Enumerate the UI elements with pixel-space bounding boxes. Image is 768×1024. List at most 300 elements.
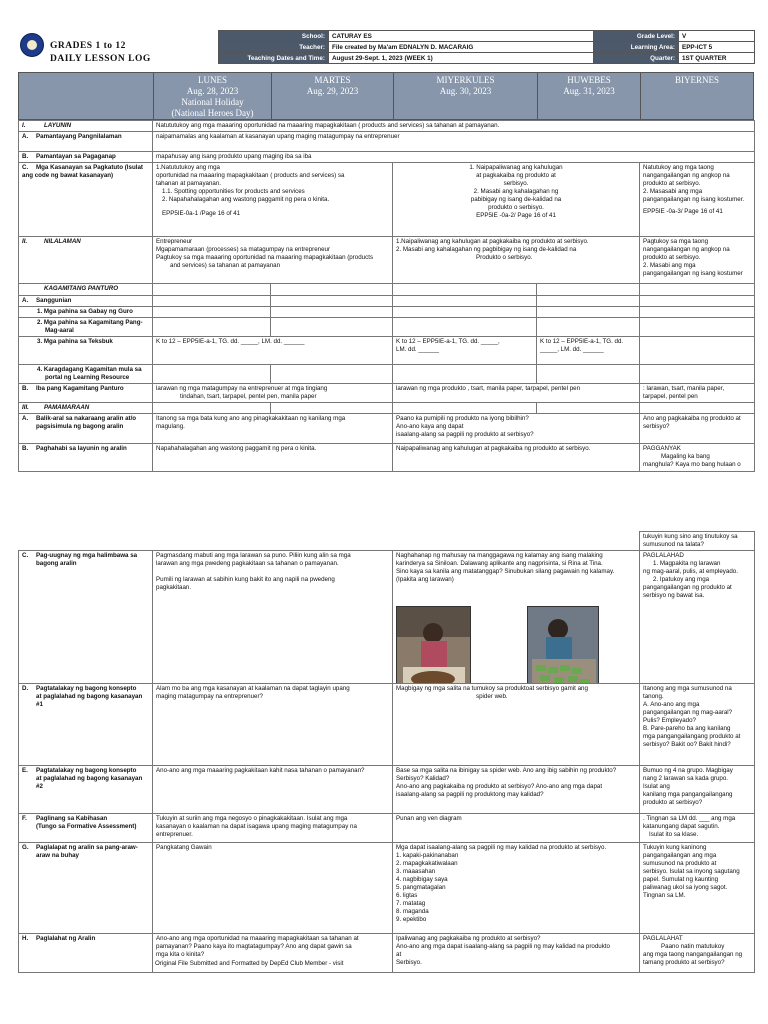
text-line: Natutukoy ang mga taong [643, 164, 714, 171]
cell-text [153, 384, 393, 403]
text-line: B. Pare-pareho ba ang kanilang [643, 725, 731, 732]
text-line: paliwanag ukol sa iyong sagot. [643, 884, 728, 891]
text-line: Serbisyo? Kalidad? [396, 775, 450, 782]
cell-text: Ano-ano ang mga maaaring pagkakitaan kahit nasa tahanan o pamayanan? [153, 766, 393, 814]
row-letter: C. [22, 552, 29, 559]
section-label [19, 237, 153, 284]
text-line: kanilang mga pangangailangang [643, 791, 733, 798]
text-line: Tingnan sa LM. [643, 892, 686, 899]
text-line: serbisyo. Isulat sa inyong sagutang [643, 868, 740, 875]
row-label [19, 365, 153, 384]
text-line: Alam mo ba ang mga kasanayan at kaalaman na dapat taglayin upang [156, 685, 350, 692]
section-number: III. [22, 404, 29, 411]
text-line: Magaling ka bang [661, 453, 710, 460]
text-line: 1.1. Spotting opportunities for products and services [162, 188, 305, 195]
text-line: isaalang-alang sa pagpili ng produktong may kalidad? [396, 791, 544, 798]
text-line: nangangailangan ng angkop na [643, 246, 730, 253]
text-line: PAGGANYAK [643, 445, 681, 452]
text-line: pangangailangan ng isang kostumer [643, 270, 743, 277]
text-line: portal ng Learning Resource [45, 374, 130, 381]
text-line: 2. Napahahalagahan ang wastong paggamit ng pera o kinita. [162, 196, 330, 203]
empty-cell [393, 296, 537, 307]
text-line: 2. Mga pahina sa Kagamitang Pang- [37, 319, 143, 326]
text-line: ang mga taong nangangailangan ng [643, 951, 743, 958]
dates-value: August 29-Sept. 1, 2023 (WEEK 1) [329, 53, 594, 64]
text-line: nangangailangan ng angkop na [643, 172, 730, 179]
table-row [19, 403, 755, 414]
table-row [19, 163, 755, 237]
row-label [19, 684, 153, 766]
row-title: araw na buhay [36, 852, 79, 859]
kalamay-photo-1-image [397, 607, 470, 684]
day-thursday [537, 73, 640, 119]
day-wednesday [393, 73, 537, 119]
day-date: Aug. 29, 2023 [306, 86, 359, 96]
text-line: pangangailangan ng produkto at [643, 584, 732, 591]
day-date: Aug. 30, 2023 [439, 86, 492, 96]
layunin-text: Natututukoy ang mga maaaring oportunidad na maaaring mapagkakitaan ( products and services) sa tahanan at pamayanan. [153, 121, 755, 132]
text-line: pangangailangan ng mag-aaral? [643, 709, 733, 716]
text-line: 1.Naipaliwanag ang kahulugan at pagkakaiba ng produkto at serbisyo. [396, 238, 589, 245]
row-letter: A. [22, 297, 29, 304]
text-line: tamang produkto at serbisyo? [643, 959, 725, 966]
empty-cell [153, 403, 271, 414]
cell-text [640, 414, 755, 444]
empty-cell [271, 318, 393, 337]
row-title: #2 [36, 783, 43, 790]
text-line: Pagtukoy sa mga maaaring oportunidad na maaaring mapagkakitaan (products [156, 254, 374, 261]
header-info-table [218, 30, 755, 64]
cell-text: Naipapaliwanag ang kahulugan at pagkakaiba ng produkto at serbisyo. [393, 444, 640, 472]
row-label [19, 384, 153, 403]
text-line: Isulat ang [643, 783, 670, 790]
grade-label: Grade Level: [594, 31, 679, 42]
cell-text [393, 237, 640, 284]
row-letter: E. [22, 767, 28, 774]
table-row [19, 766, 755, 814]
cell-text [640, 814, 755, 843]
text-line: mga pangangailangang produkto at [643, 733, 741, 740]
quarter-label: Quarter: [594, 53, 679, 64]
area-value: EPP-ICT 5 [679, 42, 755, 53]
list-item-text: epektibo [402, 916, 427, 923]
text-line: A. Ano-ano ang mga [643, 701, 700, 708]
section-label [19, 403, 153, 414]
text-line: 2. Ipatukoy ang mga [653, 576, 710, 583]
text-line: and services) sa tahanan at pamayanan [170, 262, 281, 269]
cell-text [640, 551, 755, 684]
text-line: Paano ka pumipili ng produkto na iyong bibilhin? [396, 415, 529, 422]
text-line: Itanong sa mga bata kung ano ang pinagkakakitaan ng kanilang mga [156, 415, 346, 422]
text-line: sumusunod na talata? [643, 541, 704, 548]
text-line: katanungang dapat sagutin. [643, 823, 720, 830]
text-line: serbisyo? [643, 423, 670, 430]
table-row [19, 384, 755, 403]
text-line: PAGLALAHAD [643, 552, 684, 559]
cell-text [393, 766, 640, 814]
empty-cell [271, 284, 393, 296]
section-title: PAMAMARAAN [44, 404, 90, 411]
empty-cell [537, 307, 640, 318]
text-line: : larawan, tsart, manila paper, [643, 385, 725, 392]
text-line: at [396, 951, 402, 958]
dll-title [50, 40, 151, 66]
text-line: 4. Karagdagang Kagamitan mula sa [37, 366, 142, 373]
row-letter: B. [22, 153, 29, 160]
text-line: Pagmasdang mabuti ang mga larawan sa puno. Piliin kung alin sa mga [156, 552, 351, 559]
cell-text: larawan ng mga produkto , tsart, manila paper, tarpapel, pentel pen [393, 384, 640, 403]
teacher-label: Teacher: [219, 42, 329, 53]
text-line: _____, LM. dd. ______ [540, 346, 604, 353]
cell-text [393, 163, 640, 237]
area-label: Learning Area: [594, 42, 679, 53]
text-line: . Tingnan sa LM dd. ___ ang mga [643, 815, 736, 822]
table-row [19, 307, 755, 318]
text-line: serbisyo ng bawat isa. [643, 592, 705, 599]
section-number: II. [22, 238, 28, 245]
empty-cell [537, 365, 640, 384]
cell-text [640, 163, 755, 237]
cell-text: K to 12 – EPP5IE-a-1, TG. dd. _____, LM. dd. ______ [153, 337, 393, 365]
text-line: Pagtukoy sa mga taong [643, 238, 709, 245]
school-value: CATURAY ES [329, 31, 594, 42]
text-line: serbisyo. [503, 180, 529, 187]
day-name: MARTES [314, 75, 351, 85]
text-line: pangangailangan ang mga [643, 852, 717, 859]
cell-text [640, 934, 755, 973]
row-label: 3. Mga pahina sa Teksbuk [19, 337, 153, 365]
list-item-text: nagbibigay saya [402, 876, 448, 883]
empty-cell [537, 284, 640, 296]
cell-text: Pangkatang Gawain [153, 843, 393, 934]
section-label [19, 121, 153, 132]
text-line: EPP5IE-0a-1 /Page 16 of 41 [162, 210, 241, 217]
row-letter: C. [22, 164, 29, 171]
row-letter: G. [22, 844, 29, 851]
text-line: EPP5IE -0a-3/ Page 16 of 41 [643, 208, 723, 215]
row-title: Paghahabi sa layunin ng aralin [36, 445, 127, 452]
day-note: National Holiday [181, 97, 244, 107]
text-line: tindahan, tsart, tarpapel, pentel pen, manila paper [180, 393, 317, 400]
day-note: (National Heroes Day) [171, 108, 254, 118]
text-line: Serbisyo. [396, 959, 422, 966]
text-line: (Ipakita ang larawan) [396, 576, 454, 583]
grade-value: V [679, 31, 755, 42]
text-line: isaalang-alang sa pagpili ng produkto at serbisyo? [396, 431, 534, 438]
text-line: Mag-aaral [45, 327, 74, 334]
row-title: at paglalahad ng bagong kasanayan [36, 775, 143, 782]
list-item: 5. pangmatagalan [396, 884, 446, 891]
row-label [19, 843, 153, 934]
text-line: Pulis? Empleyado? [643, 717, 696, 724]
empty-cell [271, 307, 393, 318]
empty-cell [153, 284, 271, 296]
row-title: bagong aralin [36, 560, 77, 567]
text-line: papel. Sumulat ng kaunting [643, 876, 719, 883]
cell-text [153, 163, 393, 237]
row-letter: B. [22, 445, 29, 452]
empty-cell [271, 365, 393, 384]
row-title: Paglalapat ng aralin sa pang-araw- [36, 844, 138, 851]
text-line: 2. Masabi ang kahalagahan ng pagbibigay ng isang de-kalidad na [396, 246, 577, 253]
text-line: Ipaliwanag ang pagkakaiba ng produkto at serbisyo? [396, 935, 541, 942]
list-item: 9. epektibo [396, 916, 427, 923]
row-letter: D. [22, 685, 29, 692]
list-item: 3. maaasahan [396, 868, 436, 875]
empty-cell [537, 296, 640, 307]
cell-text: Napahahalagahan ang wastong paggamit ng pera o kinita. [153, 444, 393, 472]
row-letter: F. [22, 815, 27, 822]
row-title: Pamantayang Pangnilalaman [36, 133, 122, 140]
cell-text [640, 766, 755, 814]
table-row [19, 365, 755, 384]
day-monday [153, 73, 271, 119]
list-item-text: maganda [402, 908, 429, 915]
text-line: Pumili ng larawan at sabihin kung bakit ito ang napili na pwedeng [156, 576, 335, 583]
table-row [19, 444, 755, 472]
text-line: ng mag-aaral, pulis, at empleyado. [643, 568, 738, 575]
text-line: pabibigay ng isang de-kalidad na [470, 196, 562, 203]
text-line: pagkakitaan. [156, 584, 192, 591]
cell-text [537, 337, 640, 365]
table-row [19, 318, 755, 337]
text-line: Ano-ano ang mga oportunidad na maaaring mapagkakitaan sa tahanan at [156, 935, 359, 942]
cell-text [640, 237, 755, 284]
day-name: BIYERNES [674, 75, 719, 85]
section-title: LAYUNIN [44, 122, 72, 129]
cell-text [640, 444, 755, 472]
text-line: larawan ng mga matagumpay na entreprenuer at mga tingiang [156, 385, 328, 392]
teacher-value: File created by Ma'am EDNALYN D. MACARAIG [329, 42, 594, 53]
text-line: pamayanan? Paano kaya ito magtatagumpay? Ano ang dapat gawin sa [156, 943, 352, 950]
list-item-text: kapaki-pakinanaban [402, 852, 459, 859]
empty-cell [537, 318, 640, 337]
row-title: (Tungo sa Formative Assessment) [36, 823, 137, 830]
empty-cell [640, 403, 755, 414]
text-line: karinderya sa Siniloan. Dalawang aplikante ang nagprisinta, si Rina at Tina. [396, 560, 603, 567]
list-item: 1. kapaki-pakinanaban [396, 852, 459, 859]
table-row [19, 843, 755, 934]
list-item: 2. mapagkakatiwalaan [396, 860, 458, 867]
text-line: Ano-ano ang mga dapat isaalang-alang sa pagpili ng may kalidad na produkto [396, 943, 610, 950]
text-line: at pagkakaiba ng produkto at [476, 172, 556, 179]
row-label [19, 152, 153, 163]
text-line: maging matagumpay na entreprenuer? [156, 693, 263, 700]
list-item: 6. ligtas [396, 892, 418, 899]
row-title: at paglalahad ng bagong kasanayan [36, 693, 143, 700]
empty-cell [640, 307, 755, 318]
table-row [19, 296, 755, 307]
text-line: kasanayan o kaalaman na dapat isagawa upang maging matagumpay na [156, 823, 357, 830]
text-line: manghula? Kaya mo bang hulaan o [643, 461, 741, 468]
text-line: produkto at serbisyo? [643, 799, 703, 806]
text-line: produkto at serbisyo. [643, 180, 701, 187]
table-row [19, 814, 755, 843]
row-title: Mga Kasanayan sa Pagkatuto (Isulat ang code ng bawat kasanayan) [22, 164, 143, 179]
row-title: Pag-uugnay ng mga halimbawa sa [36, 552, 138, 559]
text-line: Mgapamamaraan (processes) sa matagumpay na entrepreneur [156, 246, 331, 253]
dates-label: Teaching Dates and Time: [219, 53, 329, 64]
row-letter: H. [22, 935, 29, 942]
text-line: EPP5IE -0a-2/ Page 16 of 41 [476, 212, 556, 219]
row-title: Paglalahat ng Aralin [36, 935, 96, 942]
day-friday [640, 73, 753, 119]
text-line: tahanan at pamayanan. [156, 180, 222, 187]
text-line: Tukuyin kung kaninong [643, 844, 707, 851]
title-line-1: GRADES 1 to 12 [50, 41, 126, 51]
school-label: School: [219, 31, 329, 42]
empty-cell [271, 296, 393, 307]
cell-text [393, 684, 640, 766]
text-line: Paano natin matutukoy [661, 943, 725, 950]
text-line: mga kita o kinita? [156, 951, 205, 958]
table-row [19, 934, 755, 973]
text-line: Ano-ano ang pagkakaiba ng produkto at serbisyo? Ano-ano ang mga dapat [396, 783, 603, 790]
row-title: Pagtatalakay ng bagong konsepto [36, 685, 137, 692]
row-label [19, 814, 153, 843]
row-title: Sanggunian [36, 297, 72, 304]
list-item-text: ligtas [402, 892, 418, 899]
text-line: magulang. [156, 423, 185, 430]
text-line: produkto at serbisyo. [643, 254, 701, 261]
day-date: Aug. 28, 2023 [186, 86, 239, 96]
empty-cell [393, 307, 537, 318]
empty-cell [153, 307, 271, 318]
day-date: Aug. 31, 2023 [563, 86, 615, 96]
row-title: pagsisimula ng bagong aralin [36, 423, 124, 430]
cell-text [153, 814, 393, 843]
day-name: HUWEBES [567, 75, 611, 85]
text-line: Base sa mga salita na ibinigay sa spider web. Ano ang ibig sabihin ng produkto? [396, 767, 617, 774]
table-row [19, 337, 755, 365]
text-line: Entrepreneur [156, 238, 193, 245]
table-row [19, 237, 755, 284]
section-title: NILALAMAN [44, 238, 81, 245]
empty-cell [640, 365, 755, 384]
text-line: Bumuo ng 4 na grupo. Magbigay [643, 767, 733, 774]
text-line: 1. Naipapaliwanag ang kahulugan [469, 164, 563, 171]
text-line: Isulat ito sa klase. [649, 831, 699, 838]
cell-text: naipamamalas ang kaalaman at kasanayan upang maging matagumpay na entreprenuer [153, 132, 755, 152]
row-label [19, 551, 153, 684]
text-line: Tukuyin at suriin ang mga negosyo o pinagkakakitaan. Isulat ang mga [156, 815, 348, 822]
empty-cell [393, 365, 537, 384]
row-label [19, 766, 153, 814]
cell-text [153, 551, 393, 684]
cell-text: Punan ang ven diagram [393, 814, 640, 843]
kalamay-photo-1 [396, 606, 471, 684]
row-label [19, 318, 153, 337]
row-letter: B. [22, 385, 29, 392]
cell-text [640, 843, 755, 934]
text-line: LM. dd. ______ [396, 346, 440, 353]
text-line: Mga dapat isaalang-alang sa pagpili ng may kalidad na produkto at serbisyo. [396, 844, 607, 851]
cell-text [640, 684, 755, 766]
text-line: tanong. [643, 693, 664, 700]
list-item: 8. maganda [396, 908, 429, 915]
day-name: MIYERKULES [436, 75, 495, 85]
cell-text [393, 934, 640, 973]
text-line: Naghahanap ng mahusay na manggagawa ng kalamay ang isang malaking [396, 552, 603, 559]
text-line: K to 12 – EPP5IE-a-1, TG. dd. _____, [396, 338, 500, 345]
text-line: produkto o serbisyo. [488, 204, 544, 211]
table-row [19, 152, 755, 163]
empty-cell [640, 284, 755, 296]
empty-cell [271, 403, 393, 414]
table-row [19, 132, 755, 152]
empty-cell [393, 318, 537, 337]
section-number: I. [22, 122, 26, 129]
cell-text [393, 414, 640, 444]
row-label [19, 132, 153, 152]
lesson-table-page1 [18, 120, 755, 472]
title-line-2: DAILY LESSON LOG [50, 54, 151, 64]
text-line: 2. Masasabi ang mga [643, 188, 703, 195]
row-title: Paglinang sa Kabihasan [36, 815, 108, 822]
row-label [19, 163, 153, 237]
row-title: Balik-aral sa nakaraang aralin at/o [36, 415, 137, 422]
cell-text [640, 384, 755, 403]
text-line: Produkto o serbisyo. [476, 254, 533, 261]
empty-cell [19, 532, 640, 551]
lesson-table-page2 [18, 531, 755, 973]
day-name: LUNES [198, 75, 227, 85]
text-line: Ano ang pagkakaiba ng produkto at [643, 415, 741, 422]
cell-text [393, 551, 640, 684]
row-label: 1. Mga pahina sa Gabay ng Guro [19, 307, 153, 318]
text-line: oportunidad na maaaring mapagkakitaan ( products and services) sa [156, 172, 345, 179]
cell-text [640, 532, 755, 551]
text-line: 2. Masabi ang kahalagahan ng [473, 188, 559, 195]
cell-text [153, 414, 393, 444]
text-line: pangangailangan ng isang kostumer. [643, 196, 745, 203]
text-line: 1. Magpakita ng larawan [653, 560, 721, 567]
empty-cell [153, 296, 271, 307]
section-label: KAGAMITANG PANTURO [19, 284, 153, 296]
empty-cell [393, 284, 537, 296]
deped-seal-logo [20, 33, 44, 57]
table-row [19, 532, 755, 551]
row-label [19, 414, 153, 444]
list-item-text: mapagkakatiwalaan [402, 860, 458, 867]
list-item: 7. matatag [396, 900, 426, 907]
footer-credit: Original File Submitted and Formatted by DepEd Club Member - visit [155, 960, 344, 967]
text-line: serbisyo? Bakit oo? Bakit hindi? [643, 741, 731, 748]
table-row [19, 684, 755, 766]
cell-text: mapahusay ang isang produkto upang maging iba sa iba [153, 152, 755, 163]
quarter-value: 1ST QUARTER [679, 53, 755, 64]
text-line: 1.Natututukoy ang mga [156, 164, 220, 171]
text-line: nang 2 larawan sa kada grupo. [643, 775, 728, 782]
list-item: 4. nagbibigay saya [396, 876, 448, 883]
row-title: Iba pang Kagamitang Panturo [36, 385, 124, 392]
row-title: Pamantayan sa Pagaganap [36, 153, 116, 160]
text-line: entreprenuer. [156, 831, 193, 838]
text-line: spider web. [476, 693, 508, 700]
cell-text [153, 684, 393, 766]
empty-cell [153, 365, 271, 384]
list-item-text: maaasahan [402, 868, 436, 875]
kalamay-photo-2-image [528, 607, 598, 684]
text-line: Ano-ano kaya ang dapat [396, 423, 464, 430]
text-line: tukuyin kung sino ang tinutukoy sa [643, 533, 738, 540]
list-item-text: matatag [402, 900, 426, 907]
text-line: tarpapel, pentel pen [643, 393, 698, 400]
row-label [19, 934, 153, 973]
row-label [19, 444, 153, 472]
table-row [19, 414, 755, 444]
cell-text [393, 337, 537, 365]
